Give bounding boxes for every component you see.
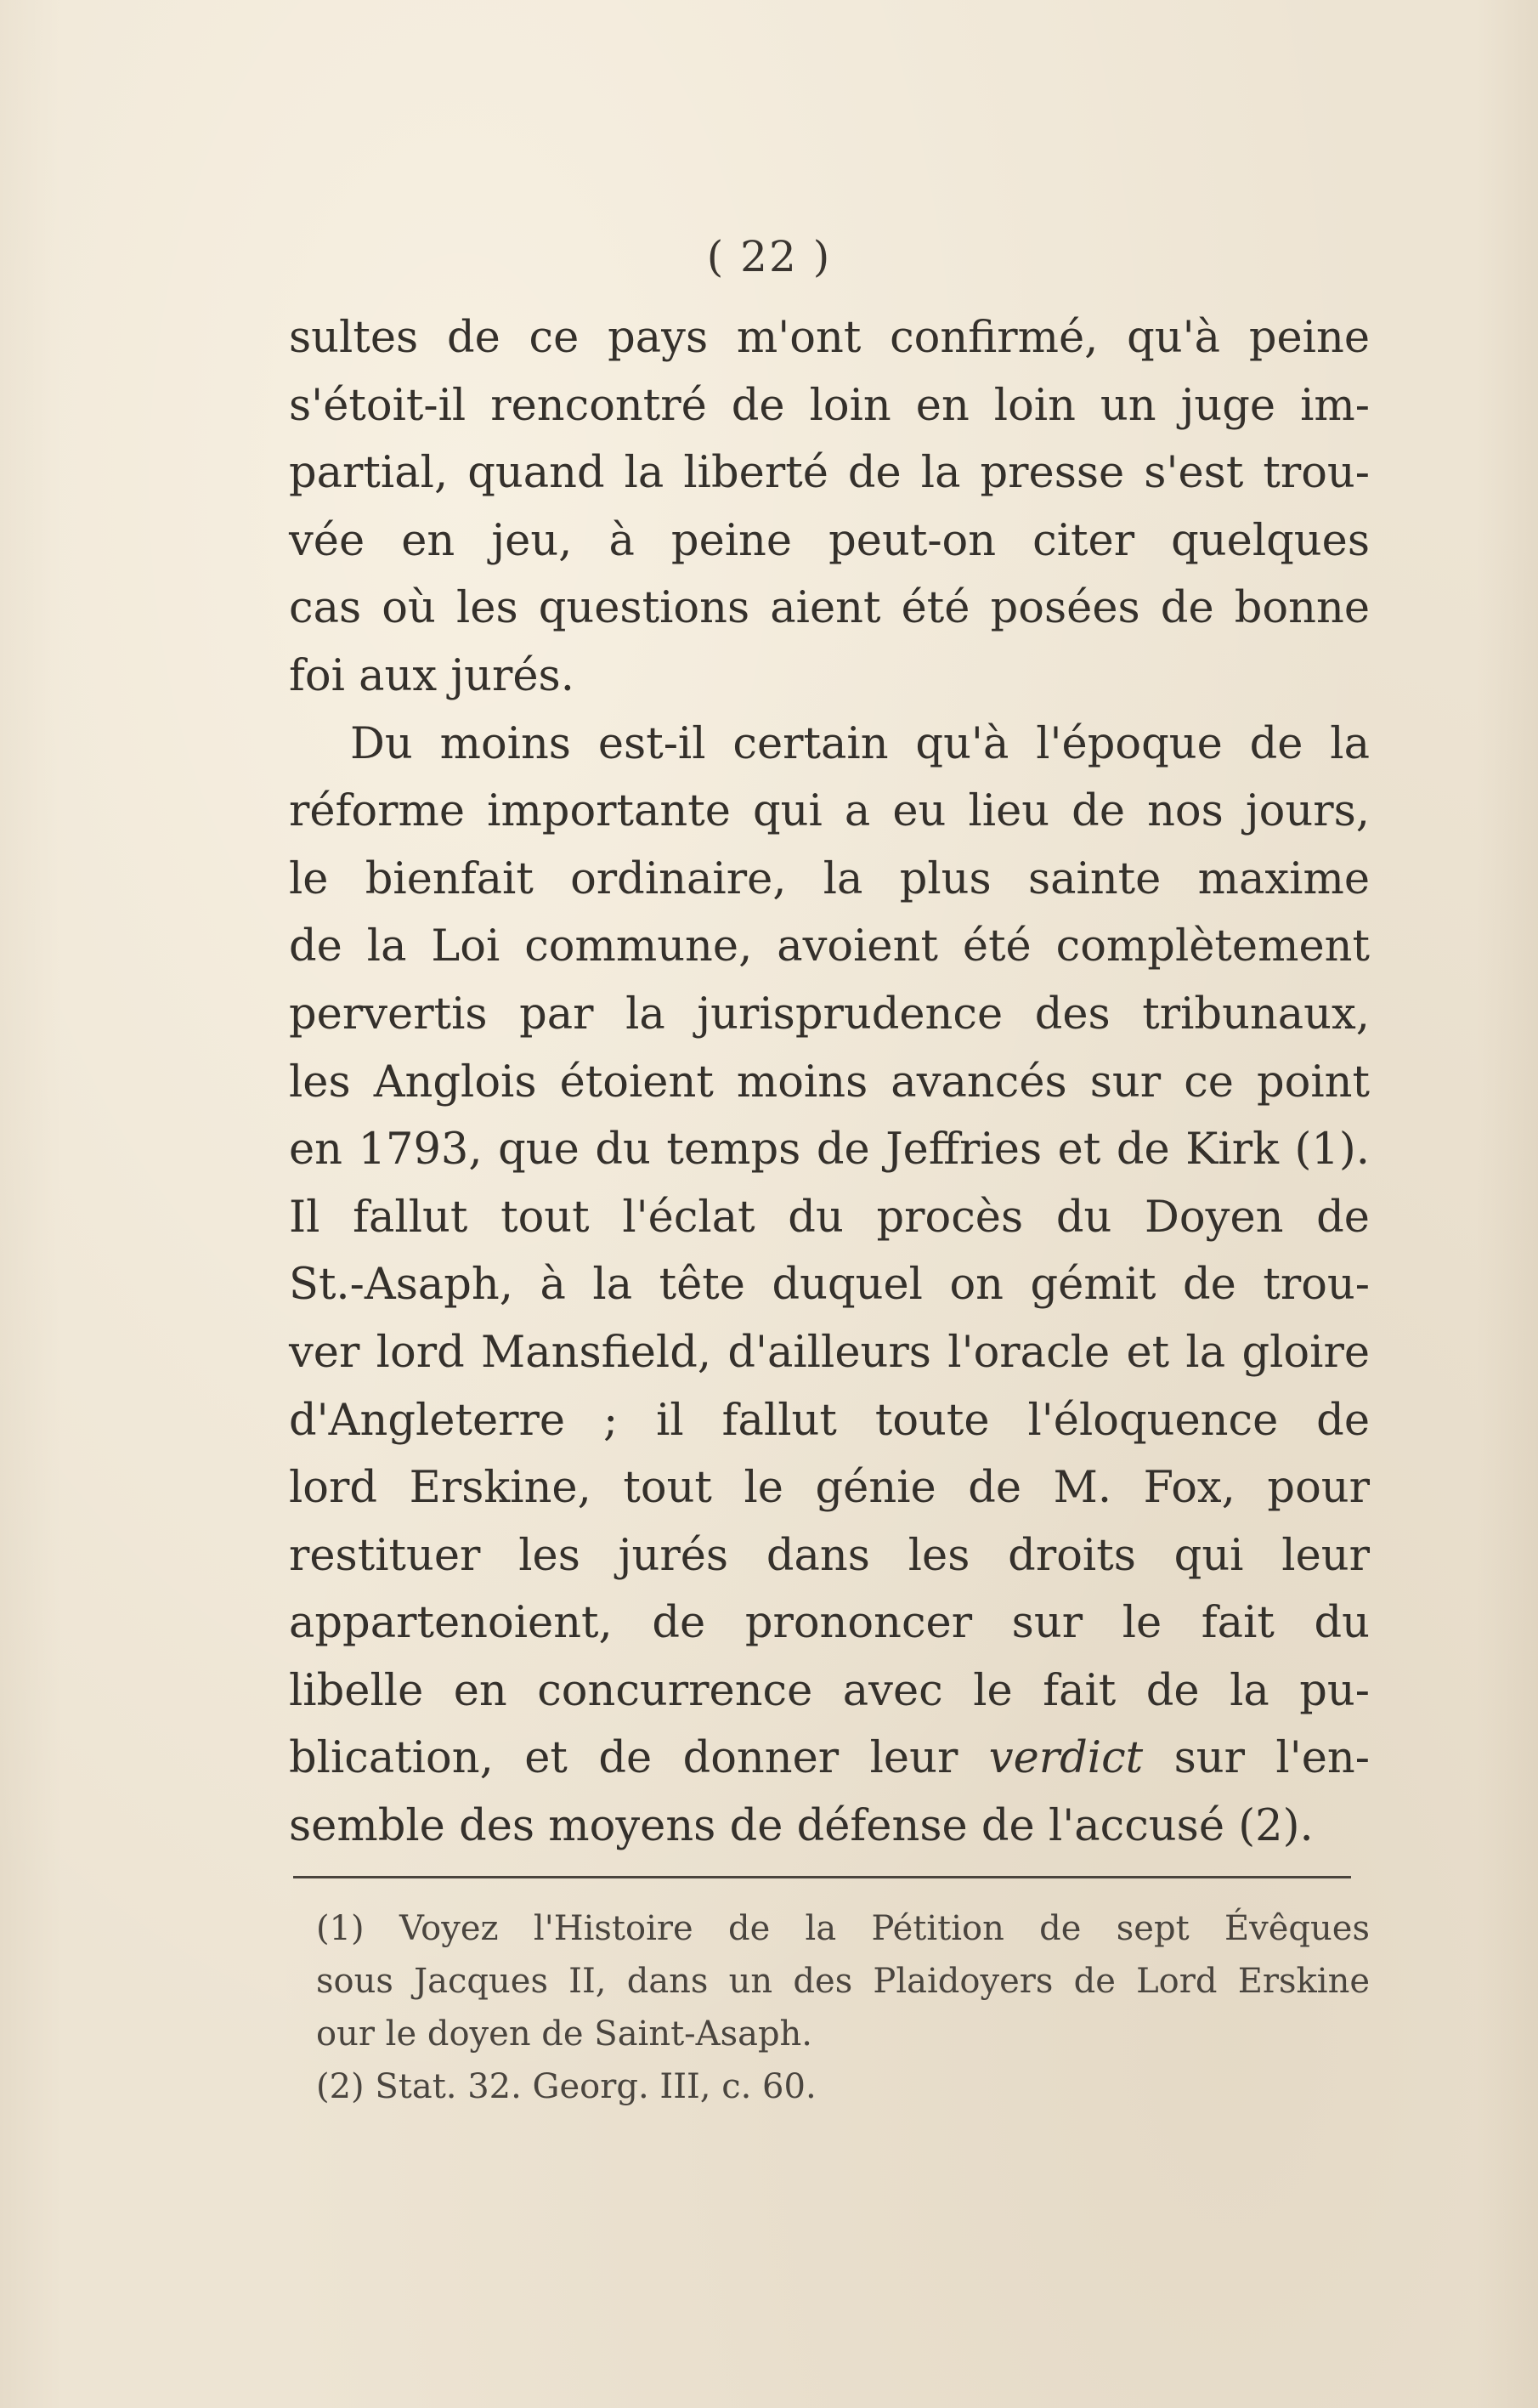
text-line: en 1793, que du temps de Jeffries et de Kirk (1). <box>289 1125 1370 1176</box>
main-text <box>289 304 1370 1861</box>
text-line: foi aux jurés. <box>289 650 574 701</box>
text-line: ver lord Mansfield, d'ailleurs l'oracle et la gloire <box>289 1327 1370 1378</box>
text-line: restituer les jurés dans les droits qui leur <box>289 1530 1370 1581</box>
footnote-divider <box>293 1876 1351 1878</box>
text-line: réforme importante qui a eu lieu de nos jours, <box>289 786 1370 837</box>
footnote-line: (1) Voyez l'Histoire de la Pétition de sept Évêques <box>316 1909 1370 1948</box>
text-line: d'Angleterre ; il fallut toute l'éloquence de <box>289 1395 1370 1446</box>
footnote-line: (2) Stat. 32. Georg. III, c. 60. <box>316 2067 817 2106</box>
text-line: sultes de ce pays m'ont confirmé, qu'à peine <box>289 313 1370 363</box>
text-line: de la Loi commune, avoient été complètement <box>289 921 1370 972</box>
text-line: partial, quand la liberté de la presse s'est trou- <box>289 448 1370 499</box>
text-line: cas où les questions aient été posées de bonne <box>289 583 1370 634</box>
text-line: appartenoient, de prononcer sur le fait du <box>289 1598 1370 1649</box>
text-line: Du moins est-il certain qu'à l'époque de la <box>350 718 1370 769</box>
text-line: semble des moyens de défense de l'accusé (2). <box>289 1801 1314 1852</box>
text-line: libelle en concurrence avec le fait de la pu- <box>289 1665 1370 1716</box>
text-line: Il fallut tout l'éclat du procès du Doyen de <box>289 1192 1370 1243</box>
text-line: les Anglois étoient moins avancés sur ce point <box>289 1057 1370 1108</box>
footnote-line: sous Jacques II, dans un des Plaidoyers de Lord Erskine <box>316 1962 1370 2001</box>
text-segment: sur l'en- <box>1173 1733 1371 1784</box>
text-line: pervertis par la jurisprudence des tribunaux, <box>289 989 1370 1040</box>
text-line-with-italic <box>289 1725 1370 1793</box>
text-line: le bienfait ordinaire, la plus sainte maxime <box>289 853 1370 904</box>
text-segment: blication, et de donner leur <box>289 1733 958 1784</box>
text-line: St.-Asaph, à la tête duquel on gémit de trou- <box>289 1260 1370 1311</box>
footnotes <box>316 1902 1370 2113</box>
text-line: s'étoit-il rencontré de loin en loin un juge im- <box>289 380 1370 431</box>
page-number: ( 22 ) <box>706 232 832 281</box>
italic-word: verdict <box>988 1733 1144 1784</box>
footnote-line: our le doyen de Saint-Asaph. <box>316 2014 813 2054</box>
text-line: lord Erskine, tout le génie de M. Fox, pour <box>289 1463 1370 1514</box>
text-line: vée en jeu, à peine peut-on citer quelques <box>289 515 1370 566</box>
